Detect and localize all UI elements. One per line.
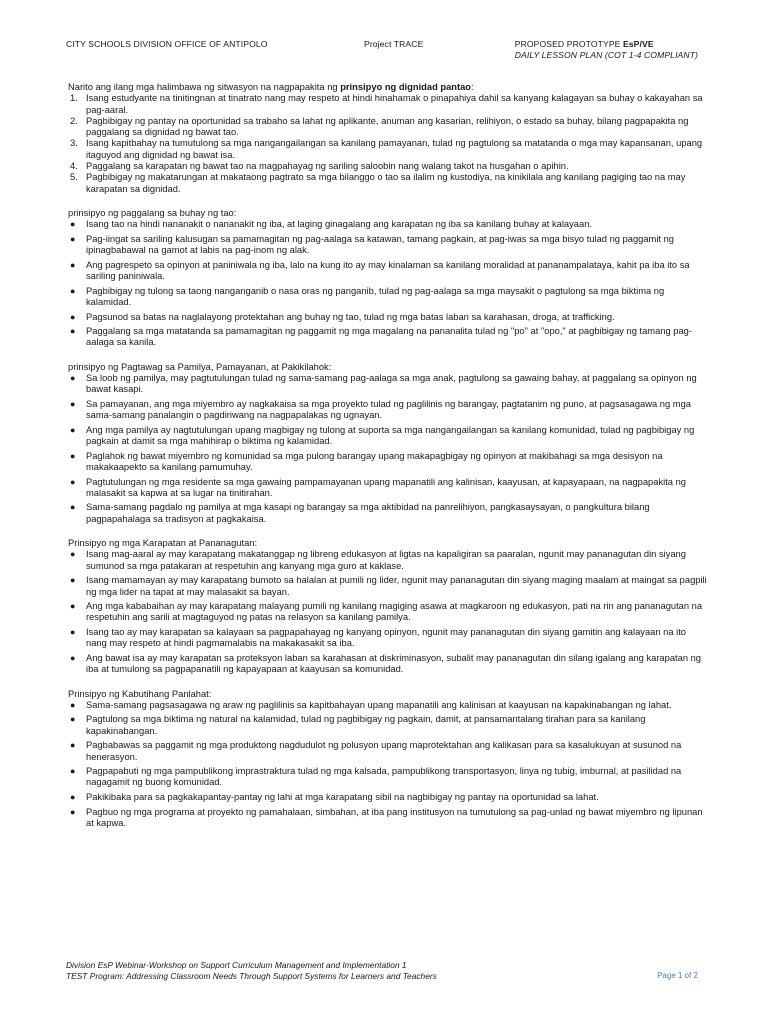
bullet-list xyxy=(68,700,708,829)
bullet-item xyxy=(68,653,708,676)
item-number: 5. xyxy=(70,172,78,183)
bullet-icon: ● xyxy=(70,219,76,230)
item-text: Pagbibigay ng makatarungan at makataong pagtrato sa mga bilanggo o tao sa ilalim ng kustodiya, na kinikilala ang kanilang pagiging tao na may karapatan sa dignidad. xyxy=(86,172,686,194)
bullet-item xyxy=(68,700,708,711)
item-number: 3. xyxy=(70,138,78,149)
bullet-icon: ● xyxy=(70,549,76,560)
bullet-text: Pagtulong sa mga biktima ng natural na kalamidad, tulad ng pagbibigay ng pagkain, damit, at pansamantalang tirahan para sa kanilang kapakinabangan. xyxy=(86,714,646,736)
bullet-text: Pag-iingat sa sariling kalusugan sa pamamagitan ng pag-aalaga sa katawan, tamang pagkain, at pag-iwas sa mga bisyo tulad ng paggamit ng ipinagbabawal na gamot at labis na pag-inom ng alak. xyxy=(86,233,674,256)
bullet-icon: ● xyxy=(70,699,76,710)
bullet-icon: ● xyxy=(70,476,76,487)
intro-prefix: Narito ang ilang mga halimbawa ng sitwasyon na nagpapakita ng xyxy=(68,82,341,92)
header-prototype xyxy=(515,39,698,60)
bullet-item xyxy=(68,477,708,500)
bullet-item xyxy=(68,575,708,598)
item-number: 2. xyxy=(70,115,78,126)
bullet-item xyxy=(68,740,708,763)
bullet-text: Pagtutulungan ng mga residente sa mga gawaing pampamayanan upang mapanatili ang kalinisan, kaayusan, at kapayapaan, na nagpapakita ng malasakit sa kapwa at sa lugar na tinitirahan. xyxy=(86,476,686,498)
bullet-text: Sama-samang pagsasagawa ng araw ng paglilinis sa kapitbahayan upang mapanatili ang kalinisan at kaayusan na kapakinabangan ng lahat. xyxy=(86,699,672,710)
bullet-item xyxy=(68,807,708,830)
bullet-item xyxy=(68,451,708,474)
item-number: 4. xyxy=(70,161,78,172)
bullet-icon: ● xyxy=(70,652,76,663)
bullet-icon: ● xyxy=(70,502,76,513)
numbered-item xyxy=(68,161,708,172)
bullet-text: Sa pamayanan, ang mga miyembro ay nagkakaisa sa mga proyekto tulad ng paglilinis ng barangay, pagtatanim ng puno, at pagsasagawa ng mga sama-samang panalangin o pagdiriwang na nagpapalakas ng ugnayan. xyxy=(86,398,691,421)
bullet-icon: ● xyxy=(70,714,76,725)
document-body xyxy=(68,82,708,833)
bullet-item xyxy=(68,766,708,789)
item-text: Pagbibigay ng pantay na oportunidad sa trabaho sa lahat ng aplikante, anuman ang kasarian, relihiyon, o estado sa buhay, bilang pagpapakita ng paggalang sa dignidad ng bawat tao. xyxy=(86,115,689,138)
bullet-icon: ● xyxy=(70,398,76,409)
section-common-good xyxy=(68,689,708,830)
bullet-item xyxy=(68,601,708,624)
bullet-icon: ● xyxy=(70,326,76,337)
bullet-icon: ● xyxy=(70,740,76,751)
bullet-item xyxy=(68,425,708,448)
bullet-text: Pakikibaka para sa pagkakapantay-pantay ng lahi at mga karapatang sibil na nagbibigay ng pantay na oportunidad sa lahat. xyxy=(86,792,599,803)
bullet-text: Isang tao ay may karapatan sa kalayaan sa pagpapahayag ng kanyang opinyon, ngunit may pananagutan din siyang gamitin ang kalayaan na ito nang may respeto at hindi pagmamalabis na makakasakit sa iba. xyxy=(86,627,686,649)
item-text: Isang kapitbahay na tumutulong sa mga nangangailangan sa kanilang pamayanan, tulad ng pagtulong sa matatanda o mga may kapansanan, upang itaguyod ang dignidad ng bawat isa. xyxy=(86,138,703,160)
bullet-item xyxy=(68,399,708,422)
section-rights-responsibilities xyxy=(68,538,708,675)
bullet-item xyxy=(68,312,708,323)
numbered-item xyxy=(68,93,708,116)
bullet-text: Ang mga pamilya ay nagtutulungan upang magbigay ng tulong at suporta sa mga nangangailangan sa kanilang komunidad, tulad ng pagbibigay ng pagkain at damit sa mga mahihirap o biktima ng kalamidad. xyxy=(86,424,695,447)
section-title: Prinsipyo ng mga Karapatan at Pananagutan: xyxy=(68,538,258,549)
page-number: Page 1 of 2 xyxy=(657,970,698,980)
bullet-item xyxy=(68,714,708,737)
bullet-icon: ● xyxy=(70,424,76,435)
intro-paragraph xyxy=(68,82,708,93)
section-respect-for-life xyxy=(68,208,708,349)
bullet-list xyxy=(68,549,708,675)
bullet-text: Ang bawat isa ay may karapatan sa proteksyon laban sa karahasan at diskriminasyon, subalit may pananagutan din silang igalang ang karapatan ng iba at tumulong sa pagpapanatili ng kapayapaan at kaayusan sa komunidad. xyxy=(86,652,701,675)
bullet-icon: ● xyxy=(70,285,76,296)
footer-program-line: TEST Program: Addressing Classroom Needs Through Support Systems for Learners and Teachers xyxy=(66,970,437,981)
bullet-text: Ang pagrespeto sa opinyon at paniniwala ng iba, lalo na kung ito ay may kinalaman sa kanilang moralidad at pananampalataya, kahit pa iba ito sa sariling paniniwala. xyxy=(86,259,690,282)
bullet-item xyxy=(68,326,708,349)
page-header xyxy=(66,39,702,65)
bullet-text: Paggalang sa mga matatanda sa pamamagitan ng paggamit ng mga magalang na pananalita tulad ng "po" at "opo," at pagbibigay ng tamang pag-aalaga sa kanila. xyxy=(86,326,692,348)
section-title: Prinsipyo ng Kabutihang Panlahat: xyxy=(68,688,212,699)
bullet-icon: ● xyxy=(70,601,76,612)
page-footer xyxy=(66,960,702,981)
numbered-list xyxy=(68,93,708,195)
bullet-item xyxy=(68,549,708,572)
bullet-text: Pagbibigay ng tulong sa taong nanganganib o nasa oras ng panganib, tulad ng pag-aalaga sa mga maysakit o pagtulong sa mga biktima ng kalamidad. xyxy=(86,285,665,307)
bullet-text: Sa loob ng pamilya, may pagtutulungan tulad ng sama-samang pag-aalaga sa mga anak, pagtulong sa gawaing bahay, at paggalang sa opinyon ng bawat kasapi. xyxy=(86,373,697,395)
bullet-icon: ● xyxy=(70,259,76,270)
bullet-item xyxy=(68,219,708,230)
numbered-item xyxy=(68,138,708,161)
bullet-icon: ● xyxy=(70,450,76,461)
bullet-item xyxy=(68,373,708,396)
intro-emphasis: prinsipyo ng dignidad pantao xyxy=(340,82,471,92)
item-text: Isang estudyante na tinitingnan at tinatrato nang may respeto at hindi hinahamak o pinapahiya dahil sa kanyang kalagayan sa buhay o kakayahan sa pag-aaral. xyxy=(86,93,703,115)
bullet-icon: ● xyxy=(70,311,76,322)
numbered-item xyxy=(68,116,708,139)
header-subject: EsP/VE xyxy=(622,39,654,49)
item-number: 1. xyxy=(70,93,78,104)
header-lesson-plan: DAILY LESSON PLAN (COT 1-4 COMPLIANT) xyxy=(514,50,698,60)
bullet-icon: ● xyxy=(70,766,76,777)
header-project: Project TRACE xyxy=(364,39,424,49)
bullet-item xyxy=(68,286,708,309)
bullet-list xyxy=(68,373,708,525)
bullet-icon: ● xyxy=(70,792,76,803)
section-title: prinsipyo ng Pagtawag sa Pamilya, Pamayanan, at Pakikilahok: xyxy=(68,361,332,372)
bullet-item xyxy=(68,234,708,257)
section-family-community xyxy=(68,362,708,525)
header-prototype-label: PROPOSED PROTOTYPE xyxy=(514,39,623,49)
footer-workshop-line: Division EsP Webinar-Workshop on Support Curriculum Management and Implementation 1 xyxy=(66,960,407,970)
bullet-icon: ● xyxy=(70,575,76,586)
bullet-icon: ● xyxy=(70,233,76,244)
bullet-text: Pagbabawas sa paggamit ng mga produktong nagdudulot ng polusyon upang maprotektahan ang kalikasan para sa kasalukuyan at susunod na henerasyon. xyxy=(86,740,682,762)
bullet-icon: ● xyxy=(70,806,76,817)
bullet-text: Isang tao na hindi nananakit o nananakit ng iba, at laging ginagalang ang karapatan ng iba sa kanilang buhay at kalayaan. xyxy=(86,219,592,230)
bullet-list xyxy=(68,219,708,348)
bullet-item xyxy=(68,627,708,650)
bullet-text: Sama-samang pagdalo ng pamilya at mga kasapi ng barangay sa mga aktibidad na panrelihiyon, pangkasaysayan, o pangkultura bilang pagpapahalaga sa tradisyon at pagkakaisa. xyxy=(86,502,650,524)
bullet-text: Pagpapabuti ng mga pampublikong imprastraktura tulad ng mga kalsada, pampublikong transportasyon, linya ng tubig, imburnal, at pasilidad na nagagamit ng buong komunidad. xyxy=(86,766,682,788)
numbered-item xyxy=(68,172,708,195)
bullet-icon: ● xyxy=(70,373,76,384)
intro-suffix: : xyxy=(471,82,474,92)
bullet-text: Pagbuo ng mga programa at proyekto ng pamahalaan, simbahan, at iba pang institusyon na tumutulong sa pag-unlad ng bawat miyembro ng lipunan at kapwa. xyxy=(86,806,703,828)
item-text: Paggalang sa karapatan ng bawat tao na magpahayag ng sariling saloobin nang walang takot na husgahan o apihin. xyxy=(86,161,569,172)
bullet-item xyxy=(68,260,708,283)
bullet-item xyxy=(68,502,708,525)
bullet-text: Ang mga kababaihan ay may karapatang malayang pumili ng kanilang magiging asawa at magkaroon ng edukasyon, pati na rin ang pananagutan na respetuhin ang sarili at magtaguyod ng patas na relasyon sa kanilang pamilya. xyxy=(86,601,703,623)
header-office: CITY SCHOOLS DIVISION OFFICE OF ANTIPOLO xyxy=(66,39,268,49)
bullet-text: Paglahok ng bawat miyembro ng komunidad sa mga pulong barangay upang makapagbigay ng opinyon at makibahagi sa mga desisyon na makakaapekto sa kanilang pamumuhay. xyxy=(86,450,663,472)
bullet-text: Isang mamamayan ay may karapatang bumoto sa halalan at pumili ng lider, ngunit may pananagutan din siyang maging maalam at maingat sa pagpili ng mga lider na tapat at may malasakit sa bayan. xyxy=(86,575,707,597)
bullet-text: Pagsunod sa batas na naglalayong protektahan ang buhay ng tao, tulad ng mga batas laban sa karahasan, droga, at trafficking. xyxy=(86,311,615,322)
bullet-item xyxy=(68,792,708,803)
bullet-text: Isang mag-aaral ay may karapatang makatanggap ng libreng edukasyon at ligtas na kapaligiran sa paaralan, ngunit may pananagutan din siyang sumunod sa mga patakaran at respetuhin ang kanyang mga guro at kaklase. xyxy=(86,549,686,571)
bullet-icon: ● xyxy=(70,627,76,638)
section-title: prinsipyo ng paggalang sa buhay ng tao: xyxy=(68,207,237,218)
